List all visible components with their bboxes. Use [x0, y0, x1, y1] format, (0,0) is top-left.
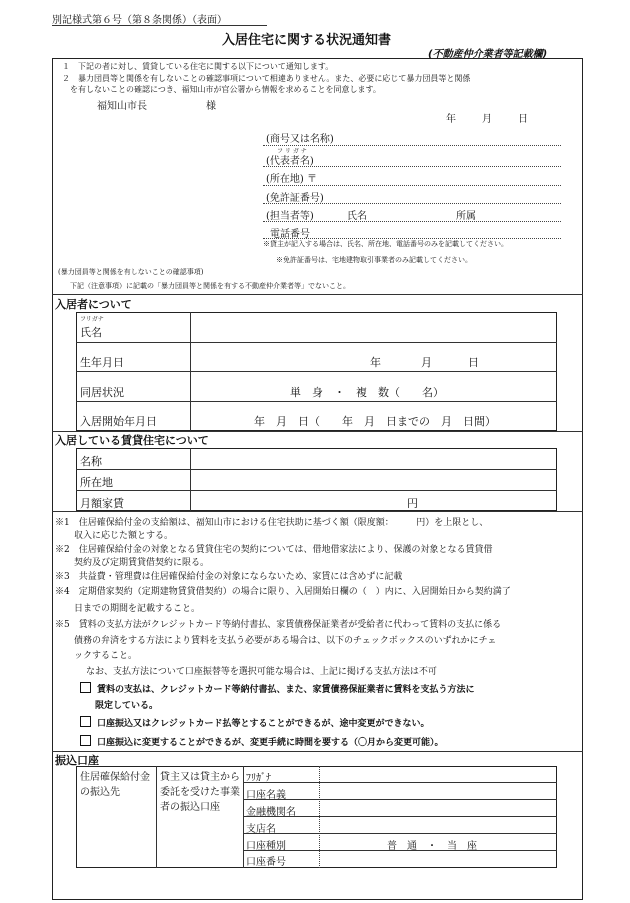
agent-license: (免許証番号): [266, 193, 324, 204]
addressee-sama: 様: [206, 101, 216, 112]
resident-heading: 入居者について: [55, 298, 132, 311]
resident-name-label: 氏名: [80, 326, 102, 339]
bank-row-ruby: ﾌﾘｶﾞﾅ: [246, 773, 271, 784]
checkbox-1-label-b: 限定している。: [95, 701, 159, 711]
agent-note-1: ※貸主が記入する場合は、氏名、所在地、電話番号のみを記載してください。: [263, 240, 508, 248]
bank-col1: 住居確保給付金の振込先: [80, 772, 150, 798]
resident-birth-label: 生年月日: [80, 356, 124, 369]
checkbox-3-icon[interactable]: [80, 735, 91, 746]
agent-phone: 電話番号: [270, 229, 310, 240]
agent-person-dept: 所属: [456, 211, 476, 222]
note-1b: 収入に応じた額とする。: [74, 531, 174, 541]
resident-birth-year: 年: [370, 356, 381, 369]
note-1a: ※1 住居確保給付金の支給額は、福知山市における住宅扶助に基づく額（限度額： 円）を上限とし、: [55, 518, 489, 528]
note-2b: 契約及び定期賃貸借契約に限る。: [74, 558, 210, 568]
agent-person: (担当者等): [266, 211, 314, 222]
checkbox-2-icon[interactable]: [80, 716, 91, 727]
bank-row-number: 口座番号: [246, 857, 286, 868]
checkbox-option-1[interactable]: [80, 682, 475, 695]
note-5a: ※5 賃料の支払方法がクレジットカード等納付書払、家賃債務保証業者が受給者に代わって賃料の支払に係る: [55, 620, 502, 630]
housing-heading: 入居している賃貸住宅について: [55, 434, 209, 447]
date-year: 年: [446, 114, 456, 125]
note-4a: ※4 定期借家契約（定期建物賃貸借契約）の場合に限り、入居開始日欄の（ ）内に、入居開始日から契約満了: [55, 587, 511, 597]
agent-trade-name: (商号又は名称): [266, 134, 334, 145]
bank-col2: 貸主又は貸主から委託を受けた事業者の振込口座: [160, 772, 240, 813]
bank-row-bank: 金融機関名: [246, 807, 296, 818]
intro-line-2b: を有しないことの確認につき、福知山市が官公署から情報を求めることを同意します。: [70, 85, 381, 94]
form-subtitle: (不動産仲介業者等記載欄): [428, 49, 548, 60]
resident-birth-day: 日: [468, 356, 479, 369]
checkbox-2-label: 口座振込又はクレジットカード払等とすることができるが、途中変更ができない。: [97, 719, 430, 729]
housing-location-label: 所在地: [80, 476, 113, 489]
bank-account-type: 普 通 ・ 当 座: [387, 841, 477, 852]
checkbox-option-2[interactable]: [80, 716, 430, 729]
note-5b: 債務の弁済をする方法により賃料を支払う必要がある場合は、以下のチェックボックスのいずれかにチェ: [74, 636, 497, 646]
housing-rent-label: 月額家賃: [80, 497, 124, 510]
checkbox-option-3[interactable]: [80, 735, 444, 748]
agent-rep-name: (代表者名): [266, 156, 314, 167]
note-5d: なお、支払方法について口座振替等を選択可能な場合は、上記に掲げる支払方法は不可: [86, 667, 437, 677]
date-month: 月: [482, 114, 492, 125]
resident-start-label: 入居開始年月日: [80, 415, 157, 428]
resident-start-value: 年 月 日（ 年 月 日までの 月 日間）: [254, 415, 496, 428]
note-5c: ックすること。: [74, 651, 138, 661]
agent-note-2: ※免許証番号は、宅地建物取引事業者のみ記載してください。: [276, 256, 472, 264]
resident-household-label: 同居状況: [80, 386, 124, 399]
bank-row-holder: 口座名義: [246, 790, 286, 801]
confirm-text: 下記（注意事項）に記載の「暴力団員等と関係を有する不動産仲介業者等」でないこと。: [70, 282, 350, 290]
form-number: 別記様式第６号（第８条関係）（表面）: [52, 15, 227, 26]
intro-line-2a: ２ 暴力団員等と関係を有しないことの確認事項について相違ありません。また、必要に応じて暴力団員等と関係: [62, 74, 471, 83]
agent-address: (所在地) 〒: [266, 174, 317, 185]
date-day: 日: [518, 114, 528, 125]
housing-rent-unit: 円: [407, 497, 418, 510]
housing-table: [76, 448, 557, 511]
note-2a: ※2 住居確保給付金の対象となる賃貸住宅の契約については、借地借家法により、保護の対象となる賃貸借: [55, 545, 493, 555]
checkbox-1-icon[interactable]: [80, 682, 91, 693]
agent-rep-ruby: フ リ ガ ナ: [277, 148, 307, 155]
bank-heading: 振込口座: [55, 754, 99, 767]
form-title: 入居住宅に関する状況通知書: [222, 33, 392, 48]
note-3: ※3 共益費・管理費は住居確保給付金の対象にならないため、家賃には含めずに記載: [55, 572, 403, 582]
confirm-heading: (暴力団員等と関係を有しないことの確認事項): [58, 268, 204, 276]
intro-line-1: １ 下記の者に対し、賃貸している住宅に関する以下について通知します。: [62, 62, 334, 71]
housing-name-label: 名称: [80, 455, 102, 468]
resident-birth-month: 月: [421, 356, 432, 369]
resident-name-ruby: フリガナ: [80, 316, 104, 323]
bank-row-branch: 支店名: [246, 824, 276, 835]
agent-person-name: 氏名: [347, 211, 367, 222]
resident-household-value: 単 身 ・ 複 数（ 名）: [290, 386, 444, 399]
note-4b: 日までの期間を記載すること。: [74, 604, 201, 614]
checkbox-3-label: 口座振込に変更することができるが、変更手続に時間を要する（〇月から変更可能）。: [97, 738, 444, 748]
checkbox-1-label: 賃料の支払は、クレジットカード等納付書払、また、家賃債務保証業者に賃料を支払う方法に: [97, 685, 475, 695]
bank-row-type: 口座種別: [246, 841, 286, 852]
addressee: 福知山市長: [97, 101, 147, 112]
